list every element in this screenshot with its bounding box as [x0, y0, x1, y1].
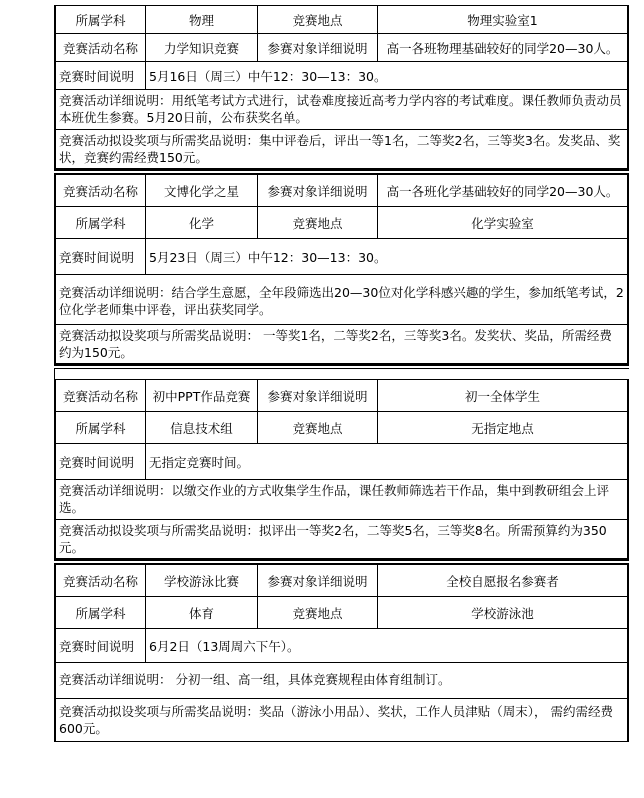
section-gap — [54, 369, 629, 379]
time-value: 5月16日（周三）中午12：30—13：30。 — [149, 68, 387, 84]
name-value: 力学知识竞赛 — [146, 34, 258, 61]
award-text: 竞赛活动拟设奖项与所需奖品说明：奖品（游泳小用品）、奖状，工作人员津贴（周末）， 需约需经费600元。 — [59, 704, 613, 736]
place-value: 物理实验室1 — [467, 12, 538, 28]
detail-row — [56, 663, 627, 699]
detail-text: 竞赛活动详细说明：以缴交作业的方式收集学生作品，课任教师筛选若干作品，集中到教研组会上评选。 — [59, 483, 610, 515]
place-label: 竞赛地点 — [258, 597, 378, 628]
place-label: 竞赛地点 — [258, 6, 378, 33]
target-value: 高一各班物理基础较好的同学20—30人。 — [386, 40, 619, 56]
time-row — [56, 444, 627, 480]
time-label: 竞赛时间说明 — [56, 239, 146, 274]
time-label: 竞赛时间说明 — [56, 62, 146, 89]
award-text: 竞赛活动拟设奖项与所需奖品说明：拟评出一等奖2名，二等奖5名，三等奖8名。所需预算约为350元。 — [59, 523, 607, 555]
place-label: 竞赛地点 — [258, 412, 378, 443]
target-value: 高一各班化学基础较好的同学20—30人。 — [386, 183, 619, 199]
name-label: 竞赛活动名称 — [56, 34, 146, 61]
competition-sheet — [54, 5, 629, 742]
time-value: 6月2日（13周周六下午）。 — [149, 638, 300, 654]
detail-row — [56, 90, 627, 130]
time-label: 竞赛时间说明 — [56, 444, 146, 479]
time-row — [56, 239, 627, 275]
header-row — [56, 565, 627, 597]
target-label: 参赛对象详细说明 — [258, 175, 378, 206]
header-row — [56, 380, 627, 412]
header-row — [56, 34, 627, 62]
target-label: 参赛对象详细说明 — [258, 380, 378, 411]
time-label: 竞赛时间说明 — [56, 629, 146, 662]
subject-label: 所属学科 — [56, 597, 146, 628]
subject-label: 所属学科 — [56, 412, 146, 443]
name-label: 竞赛活动名称 — [56, 175, 146, 206]
target-label: 参赛对象详细说明 — [258, 565, 378, 596]
target-label: 参赛对象详细说明 — [258, 34, 378, 61]
name-label: 竞赛活动名称 — [56, 565, 146, 596]
header-row — [56, 6, 627, 34]
detail-text: 竞赛活动详细说明： 分初一组、高一组，具体竞赛规程由体育组制订。 — [59, 672, 451, 687]
name-value: 学校游泳比赛 — [146, 565, 258, 596]
time-row — [56, 62, 627, 90]
time-value: 5月23日（周三）中午12：30—13：30。 — [149, 249, 387, 265]
competition-block-ppt — [54, 379, 629, 559]
place-label: 竞赛地点 — [258, 207, 378, 238]
subject-value: 化学 — [146, 207, 258, 238]
header-row — [56, 175, 627, 207]
name-label: 竞赛活动名称 — [56, 380, 146, 411]
subject-label: 所属学科 — [56, 6, 146, 33]
detail-text: 竞赛活动详细说明：用纸笔考试方式进行，试卷难度接近高考力学内容的考试难度。课任教师负责动员本班优生参赛。5月20日前，公布获奖名单。 — [59, 93, 622, 125]
subject-value: 体育 — [146, 597, 258, 628]
target-value: 全校自愿报名参赛者 — [446, 573, 559, 589]
place-value: 无指定地点 — [471, 420, 534, 436]
header-row — [56, 207, 627, 239]
award-text: 竞赛活动拟设奖项与所需奖品说明： 一等奖1名，二等奖2名，三等奖3名。发奖状、奖品，所需经费约为150元。 — [59, 328, 612, 360]
detail-row — [56, 275, 627, 325]
name-value: 初中PPT作品竞赛 — [146, 380, 258, 411]
subject-label: 所属学科 — [56, 207, 146, 238]
detail-text: 竞赛活动详细说明：结合学生意愿，全年段筛选出20—30位对化学科感兴趣的学生，参加纸笔考试，2位化学老师集中评卷，评出获奖同学。 — [59, 285, 624, 317]
award-row — [56, 699, 627, 741]
competition-block-physics — [54, 5, 629, 169]
subject-value: 信息技术组 — [146, 412, 258, 443]
time-value: 无指定竞赛时间。 — [149, 454, 250, 470]
subject-value: 物理 — [146, 6, 258, 33]
place-value: 学校游泳池 — [471, 605, 534, 621]
header-row — [56, 412, 627, 444]
award-text: 竞赛活动拟设奖项与所需奖品说明：集中评卷后，评出一等1名，二等奖2名，三等奖3名。发奖品、奖状，竞赛约需经费150元。 — [59, 133, 621, 165]
award-row — [56, 130, 627, 168]
target-value: 初一全体学生 — [464, 388, 540, 404]
award-row — [56, 325, 627, 363]
detail-row — [56, 480, 627, 520]
place-value: 化学实验室 — [471, 215, 534, 231]
competition-block-swimming — [54, 564, 629, 742]
name-value: 文博化学之星 — [146, 175, 258, 206]
time-row — [56, 629, 627, 663]
header-row — [56, 597, 627, 629]
competition-block-chemistry — [54, 174, 629, 364]
award-row — [56, 520, 627, 558]
